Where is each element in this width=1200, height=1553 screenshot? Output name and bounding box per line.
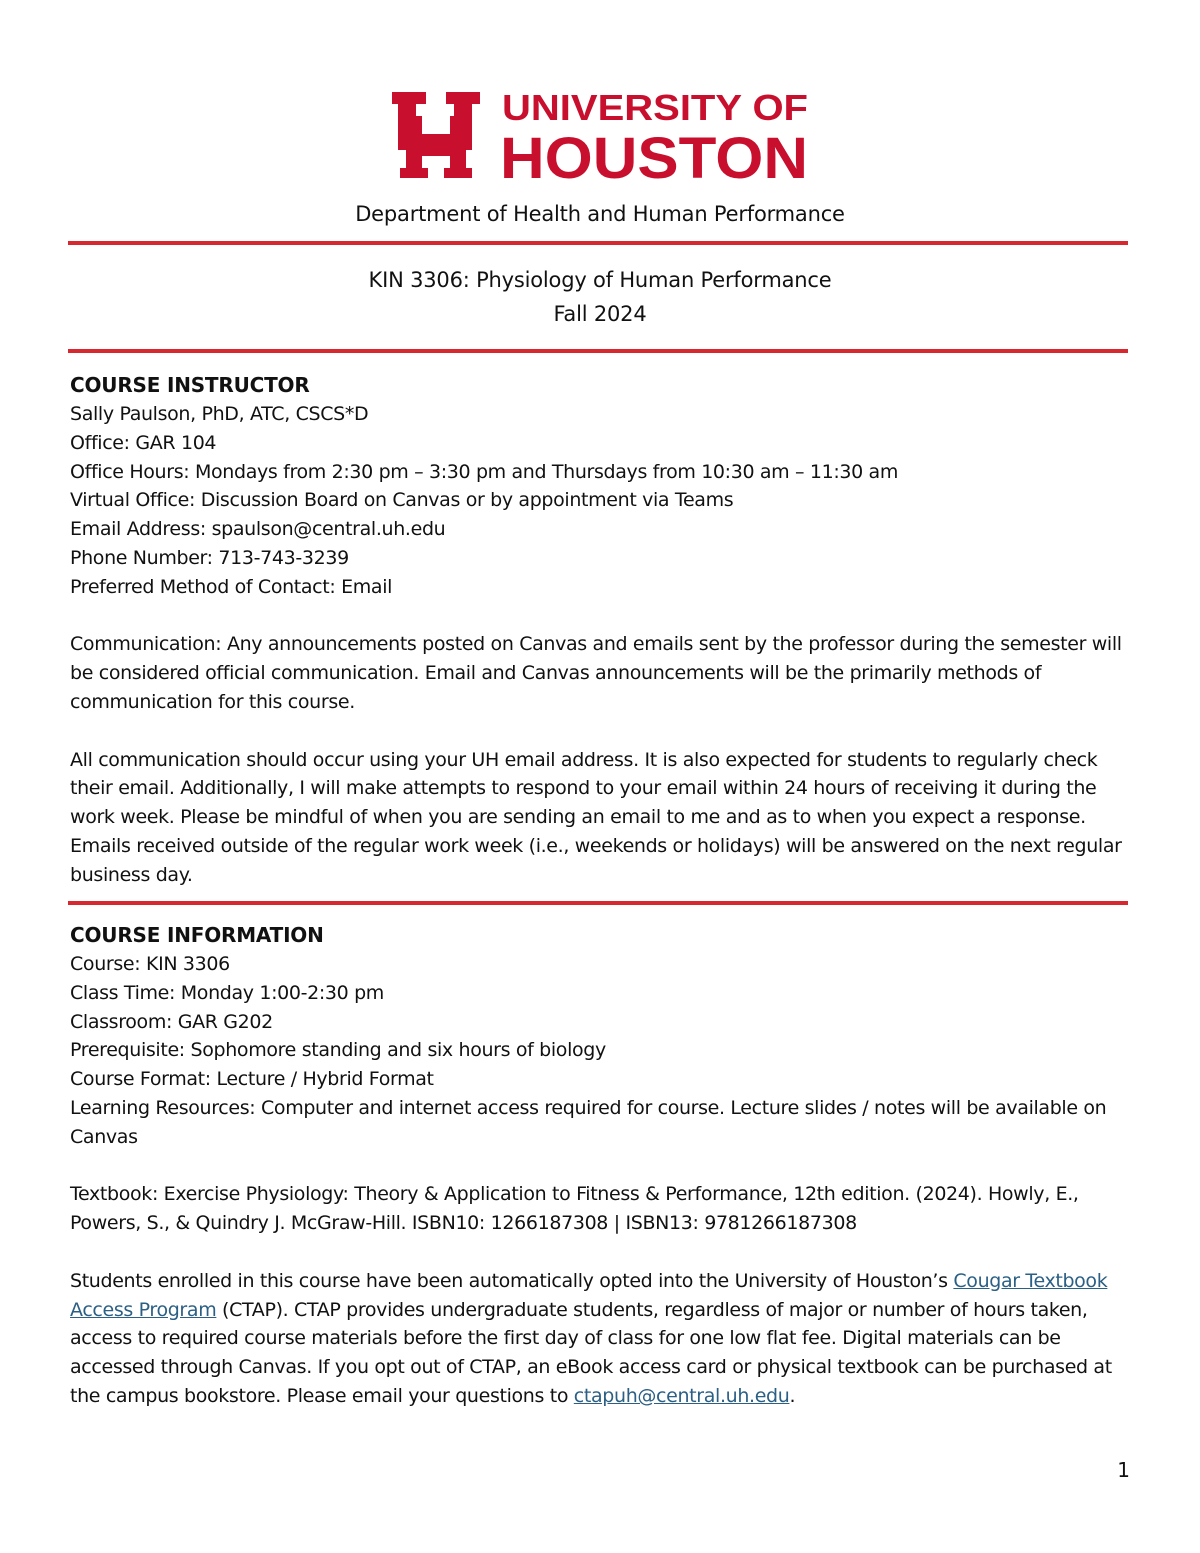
uh-logo-icon [390,88,810,182]
course-code: Course: KIN 3306 [70,953,230,975]
divider-rule [68,349,1128,353]
logo-line1: UNIVERSITY OF [502,88,808,128]
ctap-program-link[interactable]: Cougar Textbook Access Program [70,1269,1108,1321]
divider-rule [68,901,1128,905]
university-logo [390,88,810,182]
course-term: Fall 2024 [553,302,647,326]
classroom: Classroom: GAR G202 [70,1010,273,1033]
class-time: Class Time: Monday 1:00-2:30 pm [70,981,384,1004]
page-number: 1 [1117,1458,1130,1482]
ctap-text: . [789,1384,796,1407]
phone-number: Phone Number: 713-743-3239 [70,546,349,569]
course-format: Course Format: Lecture / Hybrid Format [70,1068,434,1091]
prerequisite: Prerequisite: Sophomore standing and six hours of biology [70,1039,606,1062]
office-location: Office: GAR 104 [70,431,217,454]
course-information-section [70,920,1135,1411]
email-address: Email Address: spaulson@central.uh.edu [70,518,446,541]
instructor-name: Sally Paulson, PhD, ATC, CSCS*D [70,403,369,425]
department-name: Department of Health and Human Performance [355,202,845,226]
virtual-office: Virtual Office: Discussion Board on Canvas or by appointment via Teams [70,489,734,512]
email-expectations-paragraph: All communication should occur using your UH email address. It is also expected for students to regularly check their email. Additionally, I will make attempts to respond to your email within 24 hours of receiving it during the work week. Please be mindful of when you are sending an email to me and as to when you expect a response. Emails received outside of the regular work week (i.e., weekends or holidays) will be answered on the next regular business day. [70,748,1122,886]
ctap-email-link[interactable]: ctapuh@central.uh.edu [573,1384,790,1407]
preferred-contact: Preferred Method of Contact: Email [70,575,393,598]
section-heading: COURSE INFORMATION [70,923,324,947]
ctap-text: (CTAP). CTAP provides undergraduate students, regardless of major or number of hours taken, access to required course materials before the first day of class for one low flat fee. Digital materials can be accessed through Canvas. If you opt out of CTAP, an eBook access card or physical textbook can be purchased at the campus bookstore. Please email your questions to [70,1298,1112,1407]
learning-resources: Learning Resources: Computer and internet access required for course. Lecture slides / notes will be available on Canvas [70,1096,1107,1148]
communication-paragraph: Communication: Any announcements posted on Canvas and emails sent by the professor during the semester will be considered official communication. Email and Canvas announcements will be the primarily methods of communication for this course. [70,633,1122,713]
divider-rule [68,241,1128,245]
textbook-paragraph: Textbook: Exercise Physiology: Theory & Application to Fitness & Performance, 12th edition. (2024). Howly, E., Powers, S., & Quindry J. McGraw-Hill. ISBN10: 1266187308 | ISBN13: 9781266187308 [70,1183,1079,1235]
ctap-text: Students enrolled in this course have been automatically opted into the University of Houston’s [70,1269,954,1292]
ctap-paragraph [70,1267,1135,1411]
instructor-section [70,370,1135,890]
office-hours: Office Hours: Mondays from 2:30 pm – 3:30 pm and Thursdays from 10:30 am – 11:30 am [70,460,899,483]
logo-line2: HOUSTON [500,126,808,182]
course-title: KIN 3306: Physiology of Human Performance [368,268,832,292]
section-heading: COURSE INSTRUCTOR [70,373,310,397]
